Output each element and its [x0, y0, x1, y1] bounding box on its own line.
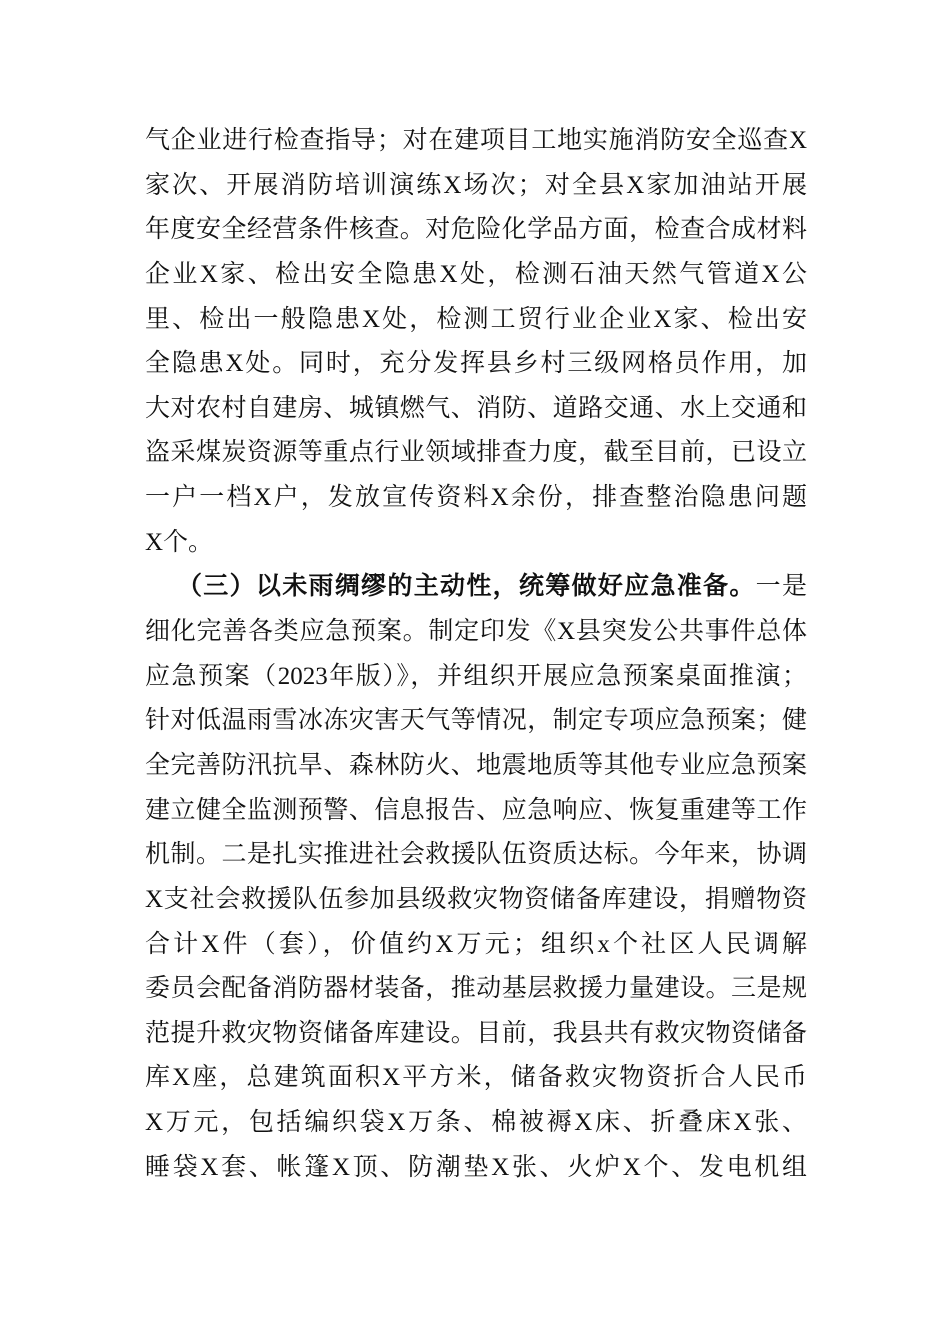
- text-line: 建立健全监测预警、信息报告、应急响应、恢复重建等工作: [145, 796, 807, 824]
- heading-line: [145, 565, 807, 610]
- text-line: X支社会救援队伍参加县级救灾物资储备库建设，捐赠物资: [145, 885, 807, 913]
- text-line: 细化完善各类应急预案。制定印发《X县突发公共事件总体: [145, 618, 807, 646]
- paragraph-emergency-preparation: [145, 565, 807, 1190]
- text-line: 合计X件（套），价值约X万元；组织x个社区人民调解: [145, 930, 807, 958]
- text-line: X个。: [145, 528, 214, 556]
- heading-tail: 一是: [755, 573, 807, 601]
- text-line: 家次、开展消防培训演练X场次；对全县X家加油站开展: [145, 171, 807, 199]
- text-line: 机制。二是扎实推进社会救援队伍资质达标。今年来，协调: [145, 841, 807, 869]
- text-line: 气企业进行检查指导；对在建项目工地实施消防安全巡查X: [145, 127, 807, 154]
- text-line: 应急预案（2023年版）》，并组织开展应急预案桌面推演；: [145, 662, 807, 690]
- text-line: X万元，包括编织袋X万条、棉被褥X床、折叠床X张、: [145, 1109, 807, 1137]
- text-line: 一户一档X户，发放宣传资料X余份，排查整治隐患问题: [145, 484, 807, 512]
- section-heading: （三）以未雨绸缪的主动性，统筹做好应急准备。: [177, 573, 756, 601]
- text-line: 范提升救灾物资储备库建设。目前，我县共有救灾物资储备: [145, 1019, 807, 1047]
- text-line: 全隐患X处。同时，充分发挥县乡村三级网格员作用，加: [145, 350, 807, 378]
- document-page: [145, 119, 807, 1190]
- text-line: 库X座，总建筑面积X平方米，储备救灾物资折合人民币: [145, 1064, 807, 1092]
- text-line: 全完善防汛抗旱、森林防火、地震地质等其他专业应急预案: [145, 751, 807, 779]
- text-line: 里、检出一般隐患X处，检测工贸行业企业X家、检出安: [145, 305, 807, 333]
- text-line: 针对低温雨雪冰冻灾害天气等情况，制定专项应急预案；健: [145, 707, 807, 735]
- text-line: 委员会配备消防器材装备，推动基层救援力量建设。三是规: [145, 975, 807, 1003]
- text-line: 年度安全经营条件核查。对危险化学品方面，检查合成材料: [145, 216, 807, 244]
- text-line: 大对农村自建房、城镇燃气、消防、道路交通、水上交通和: [145, 394, 807, 422]
- paragraph-inspection: [145, 119, 807, 565]
- text-line: 睡袋X套、帐篷X顶、防潮垫X张、火炉X个、发电机组: [145, 1153, 807, 1181]
- text-line: 盗采煤炭资源等重点行业领域排查力度，截至目前，已设立: [145, 439, 807, 467]
- text-line: 企业X家、检出安全隐患X处，检测石油天然气管道X公: [145, 260, 807, 288]
